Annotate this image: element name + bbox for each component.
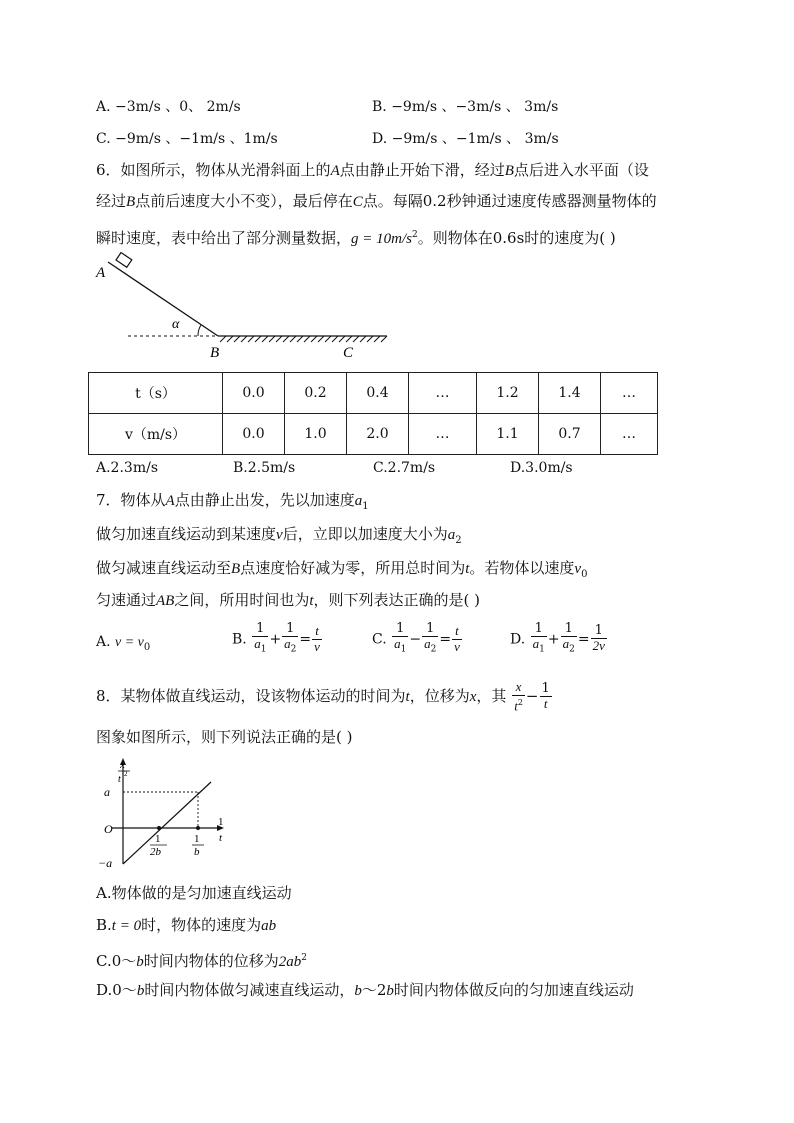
- svg-text:t: t: [219, 832, 223, 844]
- table-row-t: t（s） 0.0 0.2 0.4 … 1.2 1.4 …: [89, 373, 658, 414]
- incline-figure: [90, 250, 410, 365]
- q6-option-b: B.2.5m/s: [233, 460, 296, 476]
- q6-option-c: C.2.7m/s: [373, 460, 436, 476]
- table-row-v: v（m/s） 0.0 1.0 2.0 … 1.1 0.7 …: [89, 414, 658, 455]
- svg-text:x: x: [120, 759, 125, 771]
- q6-option-a: A.2.3m/s: [96, 460, 159, 476]
- svg-text:1: 1: [155, 833, 161, 845]
- q8-option-c: C.0～b时间内物体的位移为$2ab^2$: [96, 952, 308, 970]
- q5-option-d: D. −9m/s 、−1m/s 、 3m/s: [372, 131, 559, 147]
- q5-option-b: B. −9m/s 、−3m/s 、 3m/s: [372, 99, 559, 115]
- svg-text:2: 2: [124, 770, 128, 778]
- q7-line-3: 做匀减速直线运动至B点速度恰好减为零，所用总时间为t。若物体以速度$v_0$: [96, 559, 588, 580]
- svg-text:−a: −a: [98, 856, 113, 870]
- t-header: t（s）: [89, 373, 223, 414]
- q6-line-1: 6．如图所示，物体从光滑斜面上的A点由静止开始下滑，经过B点后进入水平面（设: [96, 161, 649, 179]
- q7-option-c: C. $\frac{1}{a_1}$ − $\frac{1}{a_2}$ = $\frac{t}{v}$: [372, 621, 460, 655]
- ground-hatching: [220, 336, 387, 342]
- v-header: v（m/s）: [89, 414, 223, 455]
- q8-option-d: D.0～b时间内物体做匀减速直线运动，b～2b时间内物体做反向的匀加速直线运动: [96, 981, 634, 999]
- q7-line-2: 做匀加速直线运动到某速度v后，立即以加速度大小为$a_2$: [96, 525, 462, 546]
- point-b: [196, 826, 200, 830]
- q8-option-a: A.物体做的是匀加速直线运动: [96, 884, 292, 902]
- q8-option-b: B.t = 0时，物体的速度为ab: [96, 916, 277, 934]
- svg-text:1: 1: [194, 833, 200, 845]
- q7-option-d: D. $\frac{1}{a_1}$ + $\frac{1}{a_2}$ = $\frac{1}{2v}$: [510, 621, 605, 655]
- svg-text:a: a: [104, 785, 110, 799]
- point-intercept: [157, 826, 161, 830]
- q6-line-2: 经过B点前后速度大小不变），最后停在C点。每隔0.2秒钟通过速度传感器测量物体的: [96, 192, 657, 210]
- svg-text:b: b: [194, 846, 200, 858]
- svg-text:O: O: [104, 822, 113, 836]
- q5-option-a: A. −3m/s 、0、 2m/s: [96, 99, 241, 115]
- svg-text:t: t: [118, 774, 121, 785]
- q7-option-b: B. $\frac{1}{a_1}$ + $\frac{1}{a_2}$ = $\frac{t}{v}$: [232, 621, 320, 655]
- svg-text:2b: 2b: [150, 846, 161, 858]
- block: [116, 253, 132, 268]
- label-alpha: α: [172, 317, 180, 332]
- q6-option-d: D.3.0m/s: [510, 460, 573, 476]
- q7-line-4: 匀速通过AB之间，所用时间也为t，则下列表达正确的是( ): [96, 591, 481, 609]
- label-b: B: [210, 345, 220, 361]
- angle-arc: [198, 325, 201, 336]
- incline-slope: [108, 262, 218, 336]
- q7-line-1: 7．物体从A点由静止出发，先以加速度$a_1$: [96, 491, 369, 512]
- q8-line-2: 图象如图所示，则下列说法正确的是( ): [96, 728, 353, 746]
- q8-line-1: 8．某物体做直线运动，设该物体运动的时间为t，位移为x，其 $\frac{x}{t^2}$ − $\frac{1}{t}$: [96, 679, 550, 714]
- q7-option-a: A. $v = v_0$: [96, 634, 151, 653]
- velocity-table: [88, 372, 658, 455]
- q5-option-c: C. −9m/s 、−1m/s 、1m/s: [96, 131, 278, 147]
- q6-line-3: 瞬时速度，表中给出了部分测量数据，$g = 10m/s^2$。则物体在0.6s时的速度为( ): [96, 229, 616, 247]
- label-c: C: [343, 345, 354, 361]
- svg-text:1: 1: [218, 816, 224, 828]
- label-a: A: [96, 265, 106, 281]
- x-over-t2-graph: [100, 756, 240, 871]
